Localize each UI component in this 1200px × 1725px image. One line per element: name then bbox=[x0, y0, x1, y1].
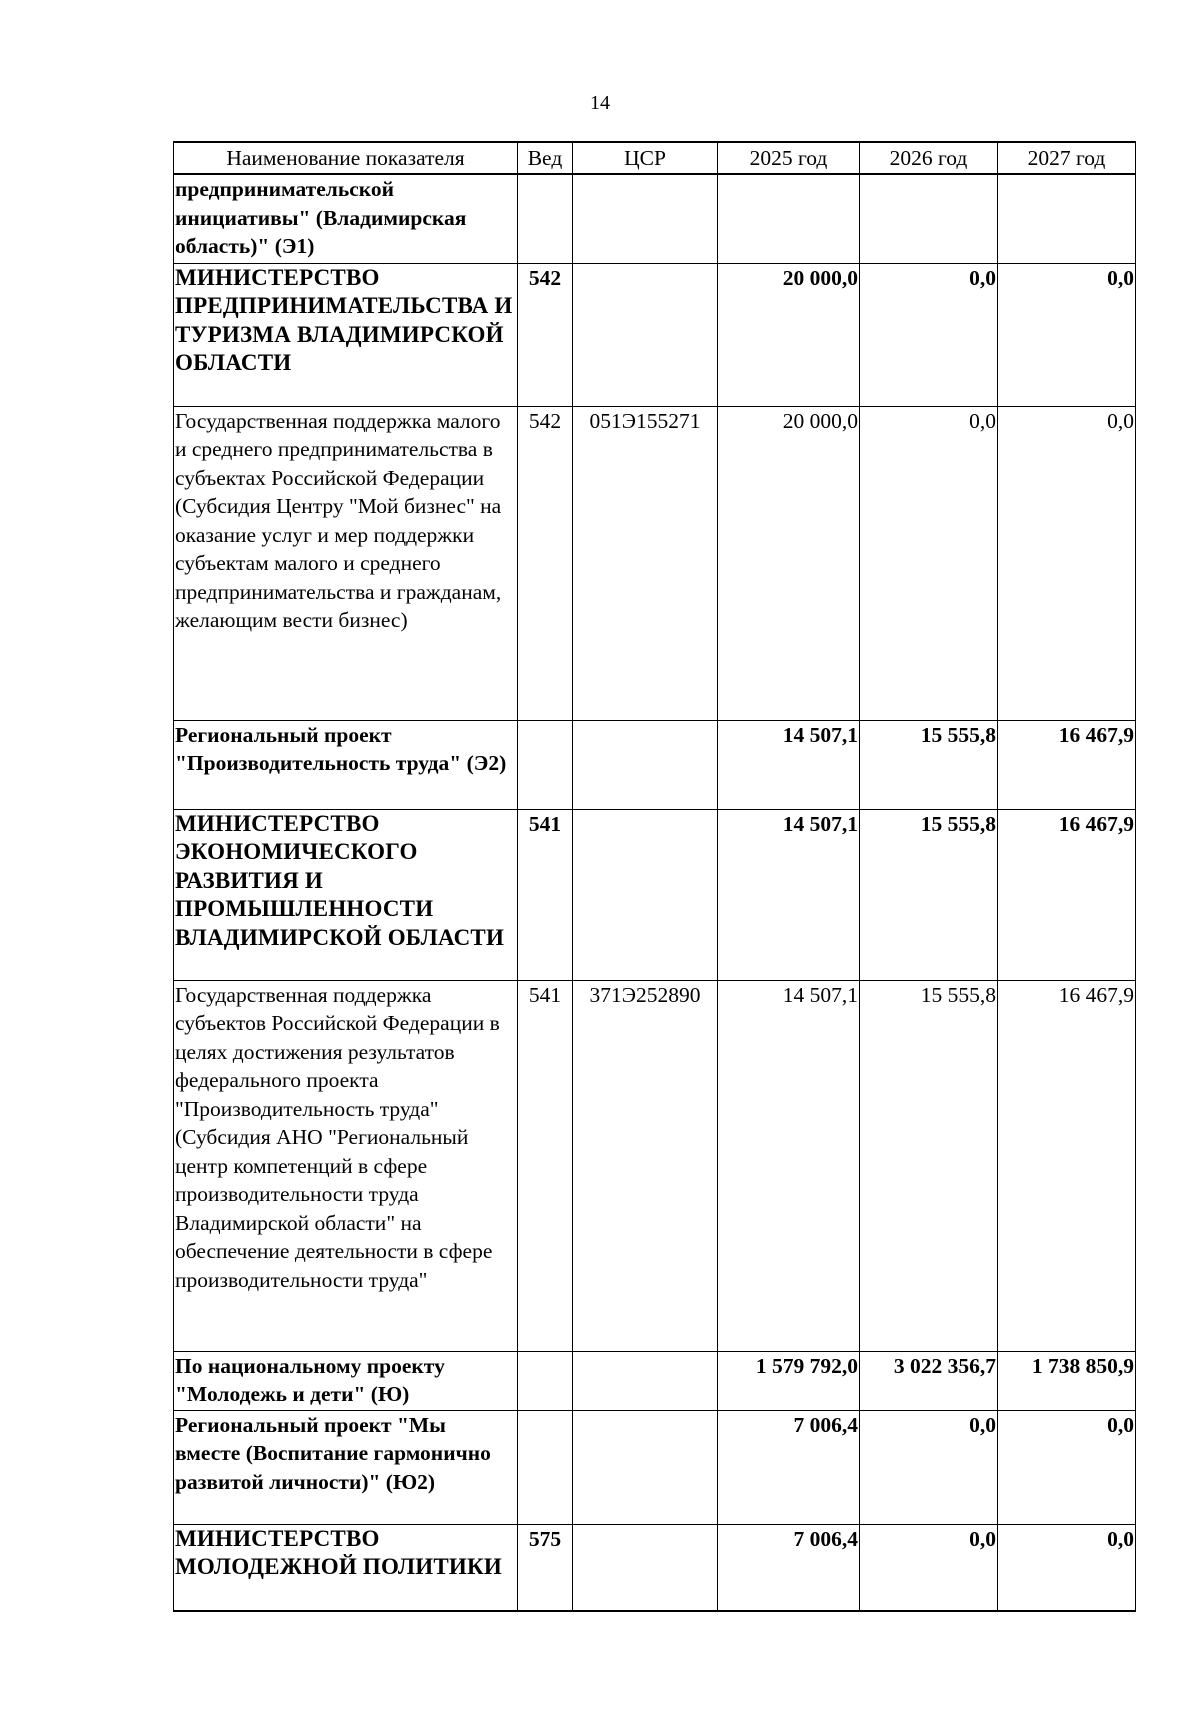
row-csr bbox=[573, 174, 718, 263]
row-name: предпринимательской инициативы" (Владимирская область)" (Э1) bbox=[174, 174, 518, 263]
header-2027: 2027 год bbox=[998, 142, 1136, 174]
row-2025: 14 507,1 bbox=[718, 809, 860, 980]
row-csr: 371Э252890 bbox=[573, 980, 718, 1351]
table-row bbox=[174, 263, 1136, 406]
row-csr bbox=[573, 1351, 718, 1410]
row-2026: 0,0 bbox=[860, 1524, 998, 1611]
header-2025: 2025 год bbox=[718, 142, 860, 174]
row-ved: 541 bbox=[518, 809, 573, 980]
row-2026: 0,0 bbox=[860, 1410, 998, 1524]
header-name: Наименование показателя bbox=[174, 142, 518, 174]
row-2027: 16 467,9 bbox=[998, 809, 1136, 980]
budget-table bbox=[173, 141, 1136, 1612]
row-ved bbox=[518, 720, 573, 809]
row-2026: 0,0 bbox=[860, 263, 998, 406]
table-row bbox=[174, 720, 1136, 809]
table-row bbox=[174, 1351, 1136, 1410]
row-name: Региональный проект "Мы вместе (Воспитание гармонично развитой личности)" (Ю2) bbox=[174, 1410, 518, 1524]
row-2027: 0,0 bbox=[998, 406, 1136, 720]
row-2025: 20 000,0 bbox=[718, 263, 860, 406]
page-number: 14 bbox=[590, 92, 610, 114]
row-2025: 20 000,0 bbox=[718, 406, 860, 720]
table-row bbox=[174, 1524, 1136, 1611]
row-2026 bbox=[860, 174, 998, 263]
table-row bbox=[174, 809, 1136, 980]
table-row bbox=[174, 174, 1136, 263]
row-name: МИНИСТЕРСТВО МОЛОДЕЖНОЙ ПОЛИТИКИ bbox=[174, 1524, 518, 1611]
row-2027: 0,0 bbox=[998, 1524, 1136, 1611]
table-row bbox=[174, 406, 1136, 720]
row-2025: 1 579 792,0 bbox=[718, 1351, 860, 1410]
row-csr bbox=[573, 720, 718, 809]
row-name: Государственная поддержка малого и среднего предпринимательства в субъектах Российской Федерации (Субсидия Центру "Мой бизнес" на оказание услуг и мер поддержки субъектам малого и среднего предпринимательства и гражданам, желающим вести бизнес) bbox=[174, 406, 518, 720]
row-2025: 7 006,4 bbox=[718, 1524, 860, 1611]
row-2026: 15 555,8 bbox=[860, 720, 998, 809]
row-2025: 14 507,1 bbox=[718, 720, 860, 809]
row-name: Государственная поддержка субъектов Российской Федерации в целях достижения результатов федерального проекта "Производительность труда" (Субсидия АНО "Региональный центр компетенций в сфере производительности труда Владимирской области" на обеспечение деятельности в сфере производительности труда" bbox=[174, 980, 518, 1351]
row-2027: 16 467,9 bbox=[998, 980, 1136, 1351]
row-ved: 575 bbox=[518, 1524, 573, 1611]
row-csr bbox=[573, 1524, 718, 1611]
row-2027: 0,0 bbox=[998, 1410, 1136, 1524]
row-2025: 7 006,4 bbox=[718, 1410, 860, 1524]
row-ved bbox=[518, 1410, 573, 1524]
row-ved: 541 bbox=[518, 980, 573, 1351]
row-ved: 542 bbox=[518, 263, 573, 406]
row-2025: 14 507,1 bbox=[718, 980, 860, 1351]
header-2026: 2026 год bbox=[860, 142, 998, 174]
row-2027: 1 738 850,9 bbox=[998, 1351, 1136, 1410]
row-2026: 3 022 356,7 bbox=[860, 1351, 998, 1410]
row-name: МИНИСТЕРСТВО ПРЕДПРИНИМАТЕЛЬСТВА И ТУРИЗМА ВЛАДИМИРСКОЙ ОБЛАСТИ bbox=[174, 263, 518, 406]
header-ved: Вед bbox=[518, 142, 573, 174]
table-row bbox=[174, 980, 1136, 1351]
row-2025 bbox=[718, 174, 860, 263]
row-ved bbox=[518, 1351, 573, 1410]
row-ved: 542 bbox=[518, 406, 573, 720]
row-2027 bbox=[998, 174, 1136, 263]
row-csr bbox=[573, 809, 718, 980]
row-ved bbox=[518, 174, 573, 263]
header-csr: ЦСР bbox=[573, 142, 718, 174]
row-name: Региональный проект "Производительность труда" (Э2) bbox=[174, 720, 518, 809]
row-name: По национальному проекту "Молодежь и дети" (Ю) bbox=[174, 1351, 518, 1410]
row-2026: 0,0 bbox=[860, 406, 998, 720]
row-2027: 16 467,9 bbox=[998, 720, 1136, 809]
row-csr: 051Э155271 bbox=[573, 406, 718, 720]
row-2026: 15 555,8 bbox=[860, 980, 998, 1351]
row-2026: 15 555,8 bbox=[860, 809, 998, 980]
row-name: МИНИСТЕРСТВО ЭКОНОМИЧЕСКОГО РАЗВИТИЯ И ПРОМЫШЛЕННОСТИ ВЛАДИМИРСКОЙ ОБЛАСТИ bbox=[174, 809, 518, 980]
row-2027: 0,0 bbox=[998, 263, 1136, 406]
row-csr bbox=[573, 263, 718, 406]
row-csr bbox=[573, 1410, 718, 1524]
table-row bbox=[174, 1410, 1136, 1524]
table-header-row bbox=[174, 142, 1136, 174]
